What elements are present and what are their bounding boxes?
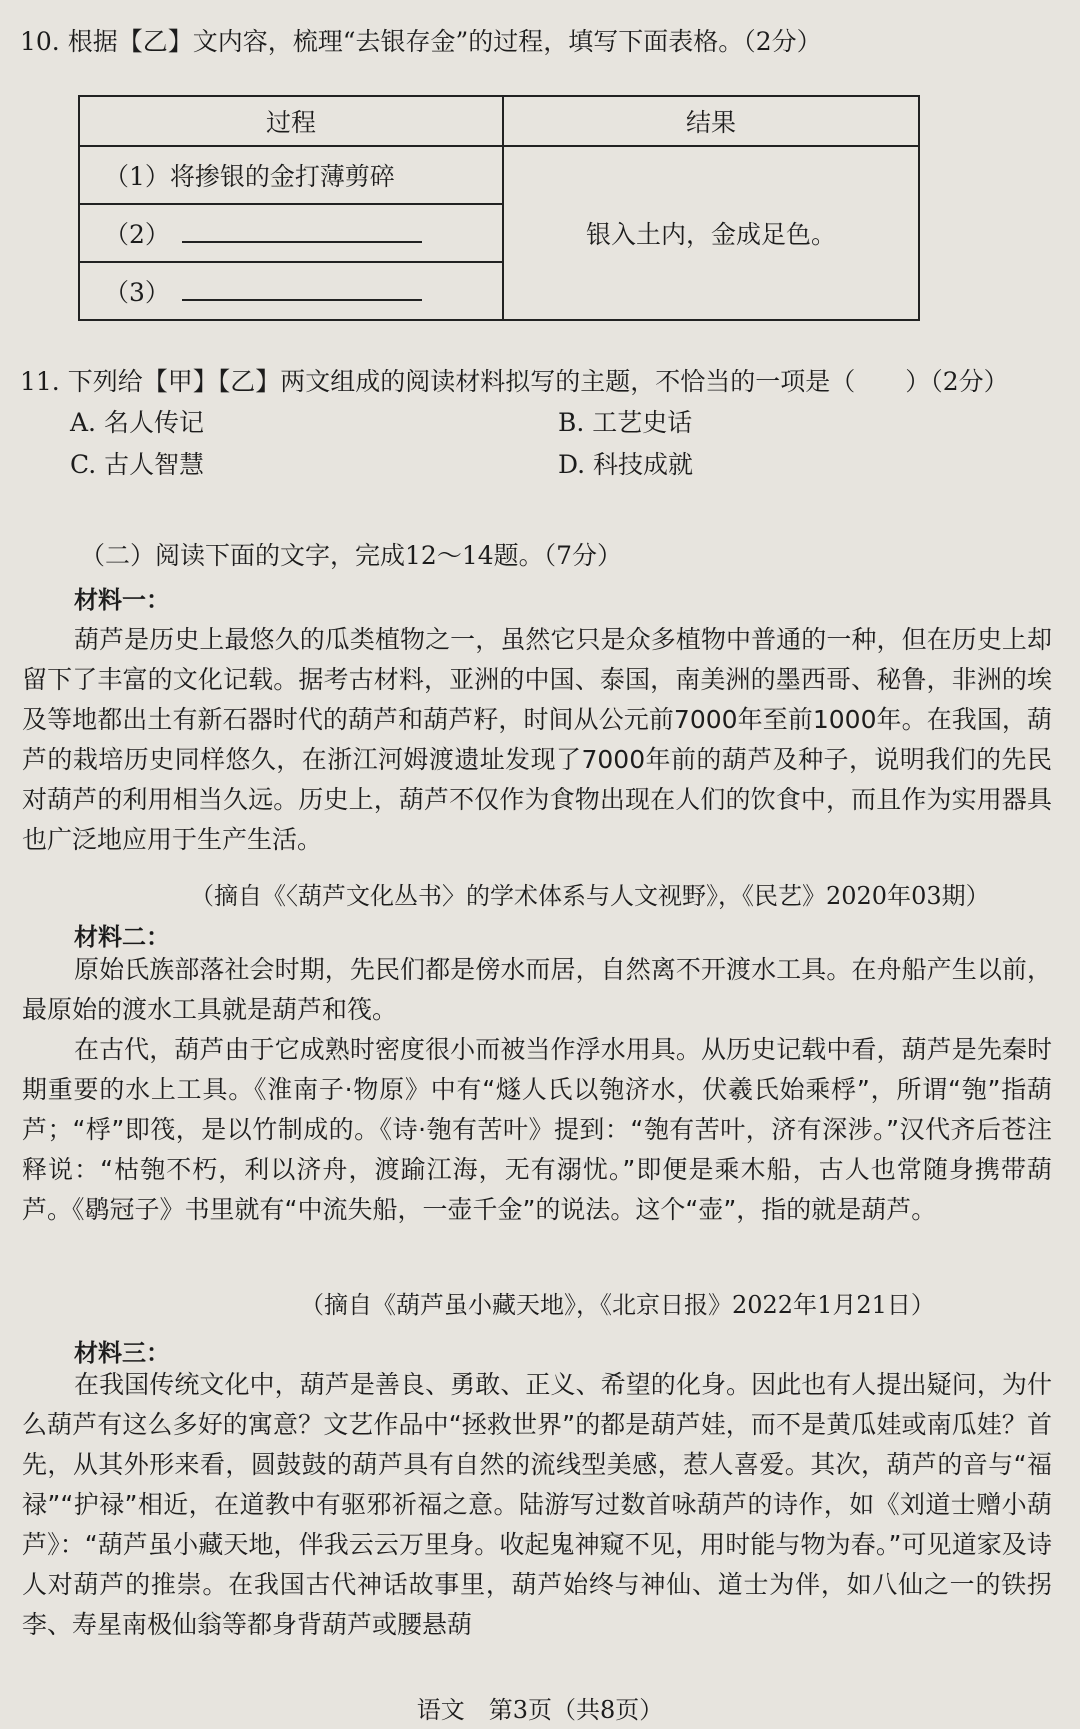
material-2-label: 材料二： (74, 922, 170, 951)
step-3-label: （3） (104, 278, 170, 307)
material-2-source: （摘自《葫芦虽小藏天地》，《北京日报》2022年1月21日） (300, 1291, 935, 1319)
question-10: 10. 根据【乙】文内容，梳理“去银存金”的过程，填写下面表格。（2分） (20, 27, 822, 56)
material-2-para-1: 原始氏族部落社会时期，先民们都是傍水而居，自然离不开渡水工具。在舟船产生以前，最原始的渡水工具就是葫芦和筏。 (22, 955, 1052, 1024)
step-1-cell: （1）将掺银的金打薄剪碎 (79, 146, 503, 204)
question-11: 11. 下列给【甲】【乙】两文组成的阅读材料拟写的主题，不恰当的一项是（ ）（2分） (20, 367, 1009, 396)
step-2-blank[interactable] (182, 221, 422, 243)
material-1-text: 葫芦是历史上最悠久的瓜类植物之一，虽然它只是众多植物中普通的一种，但在历史上却留下了丰富的文化记载。据考古材料，亚洲的中国、泰国，南美洲的墨西哥、秘鲁，非洲的埃及等地都出土有新石器时代的葫芦和葫芦籽，时间从公元前7000年至前1000年。在我国，葫芦的栽培历史同样悠久，在浙江河姆渡遗址发现了7000年前的葫芦及种子，说明我们的先民对葫芦的利用相当久远。历史上，葫芦不仅作为食物出现在人们的饮食中，而且作为实用器具也广泛地应用于生产生活。 (22, 625, 1052, 854)
option-c[interactable]: C. 古人智慧 (70, 450, 205, 479)
option-b[interactable]: B. 工艺史话 (558, 408, 693, 437)
step-3-cell (79, 262, 503, 320)
process-table (78, 95, 920, 321)
step-3-blank[interactable] (182, 279, 422, 301)
material-3-label: 材料三： (74, 1338, 170, 1367)
material-2-para-2: 在古代，葫芦由于它成熟时密度很小而被当作浮水用具。从历史记载中看，葫芦是先秦时期重要的水上工具。《淮南子·物原》中有“燧人氏以匏济水，伏羲氏始乘桴”，所谓“匏”指葫芦；“桴”即筏，是以竹制成的。《诗·匏有苦叶》提到：“匏有苦叶，济有深涉。”汉代齐后苍注释说：“枯匏不朽，利以济舟，渡踰江海，无有溺忧。”即便是乘木船，古人也常随身携带葫芦。《鹖冠子》书里就有“中流失船，一壶千金”的说法。这个“壶”，指的就是葫芦。 (22, 1035, 1052, 1224)
section-heading: （二）阅读下面的文字，完成12～14题。（7分） (80, 541, 623, 570)
table-header-result: 结果 (503, 96, 919, 146)
step-2-label: （2） (104, 220, 170, 249)
step-2-cell (79, 204, 503, 262)
result-cell: 银入土内，金成足色。 (503, 146, 919, 320)
option-a[interactable]: A. 名人传记 (70, 408, 204, 437)
material-1-label: 材料一： (74, 585, 170, 614)
table-header-process: 过程 (79, 96, 503, 146)
material-1-source: （摘自《〈葫芦文化丛书〉的学术体系与人文视野》，《民艺》2020年03期） (190, 882, 990, 910)
option-d[interactable]: D. 科技成就 (558, 450, 694, 479)
material-3-text: 在我国传统文化中，葫芦是善良、勇敢、正义、希望的化身。因此也有人提出疑问，为什么葫芦有这么多好的寓意？文艺作品中“拯救世界”的都是葫芦娃，而不是黄瓜娃或南瓜娃？首先，从其外形来看，圆鼓鼓的葫芦具有自然的流线型美感，惹人喜爱。其次，葫芦的音与“福禄”“护禄”相近，在道教中有驱邪祈福之意。陆游写过数首咏葫芦的诗作，如《刘道士赠小葫芦》：“葫芦虽小藏天地，伴我云云万里身。收起鬼神窥不见，用时能与物为春。”可见道家及诗人对葫芦的推崇。在我国古代神话故事里，葫芦始终与神仙、道士为伴，如八仙之一的铁拐李、寿星南极仙翁等都身背葫芦或腰悬葫 (22, 1370, 1052, 1639)
page-footer: 语文 第3页（共8页） (416, 1696, 664, 1724)
table-row (79, 146, 919, 204)
